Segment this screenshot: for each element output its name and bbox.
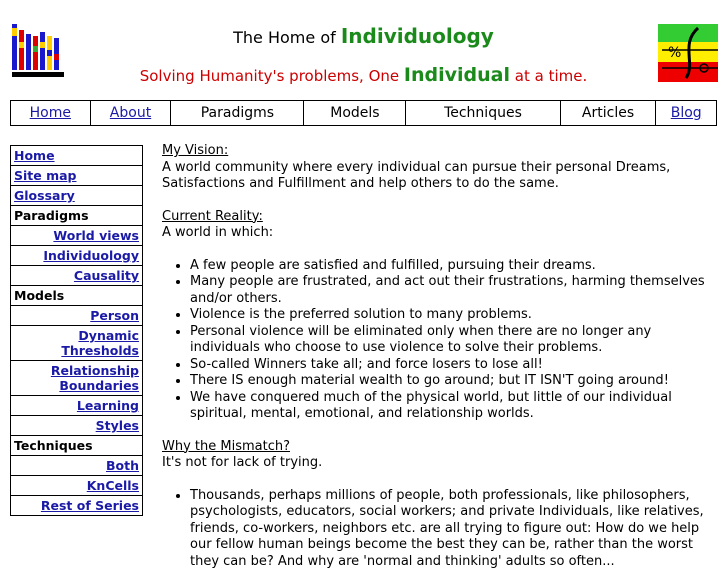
- sidenav-section-models: Models: [11, 286, 143, 306]
- topnav-about[interactable]: About: [90, 101, 171, 126]
- list-item: • We have conquered much of the physical world, but little of our individual spiritual, mental, emotional, and relationship worlds.: [190, 390, 717, 423]
- site-tagline: Solving Humanity's problems, One Individual at a time.: [139, 64, 588, 86]
- percent-logo-icon: [658, 24, 718, 82]
- side-navigation: [10, 145, 143, 516]
- mismatch-list: [162, 488, 717, 571]
- topnav-articles[interactable]: Articles: [560, 101, 656, 126]
- sidenav-section-techniques: Techniques: [11, 436, 143, 456]
- topnav-techniques[interactable]: Techniques: [406, 101, 560, 126]
- topnav-blog[interactable]: Blog: [656, 101, 717, 126]
- main-content: [162, 143, 717, 586]
- reality-intro: A world in which:: [162, 225, 274, 240]
- sidenav-glossary[interactable]: Glossary: [11, 186, 143, 206]
- mismatch-intro: It's not for lack of trying.: [162, 455, 323, 470]
- sidenav-section-paradigms: Paradigms: [11, 206, 143, 226]
- vision-heading: My Vision:: [162, 143, 229, 158]
- list-item: • Thousands, perhaps millions of people, both professionals, like philosophers, psychologists, educators, social workers; and private Individuals, like relatives, friends, co-workers, neighbors etc. are all trying to figure out: How do we help our fellow human beings become the best they can be, rather than the worst they can be? And why are 'normal and thinking' adults so often...: [190, 488, 717, 571]
- sidenav-individuology[interactable]: Individuology: [11, 246, 143, 266]
- list-item: • Many people are frustrated, and act out their frustrations, harming themselves and/or others.: [190, 274, 717, 307]
- reality-list: [162, 258, 717, 423]
- vision-text: A world community where every individual can pursue their personal Dreams, Satisfactions and Fulfillment and help others to do the same.: [162, 159, 671, 191]
- sidenav-relationship-boundaries[interactable]: Relationship Boundaries: [11, 361, 143, 396]
- list-item: • Violence is the preferred solution to many problems.: [190, 307, 717, 324]
- sidenav-world-views[interactable]: World views: [11, 226, 143, 246]
- sidenav-learning[interactable]: Learning: [11, 396, 143, 416]
- sidenav-home[interactable]: Home: [11, 146, 143, 166]
- list-item: • A few people are satisfied and fulfilled, pursuing their dreams.: [190, 258, 717, 275]
- svg-text:%: %: [668, 45, 682, 61]
- sidenav-site-map[interactable]: Site map: [11, 166, 143, 186]
- topnav-home[interactable]: Home: [11, 101, 91, 126]
- topnav-models[interactable]: Models: [304, 101, 406, 126]
- mismatch-heading: Why the Mismatch?: [162, 438, 291, 454]
- site-title: The Home of Individuology: [233, 24, 494, 48]
- sidenav-both[interactable]: Both: [11, 456, 143, 476]
- topnav-paradigms[interactable]: Paradigms: [171, 101, 304, 126]
- sidenav-rest-of-series[interactable]: Rest of Series: [11, 496, 143, 516]
- sidenav-person[interactable]: Person: [11, 306, 143, 326]
- sidenav-styles[interactable]: Styles: [11, 416, 143, 436]
- list-item: • Personal violence will be eliminated only when there are no longer any individuals who choose to use violence to solve their problems.: [190, 324, 717, 357]
- list-item: • There IS enough material wealth to go around; but IT ISN'T going around!: [190, 373, 717, 390]
- list-item: • So-called Winners take all; and force losers to lose all!: [190, 357, 717, 374]
- sidenav-causality[interactable]: Causality: [11, 266, 143, 286]
- top-navigation: [10, 100, 717, 126]
- sidenav-kncells[interactable]: KnCells: [11, 476, 143, 496]
- sidenav-dynamic-thresholds[interactable]: Dynamic Thresholds: [11, 326, 143, 361]
- reality-heading: Current Reality:: [162, 208, 263, 224]
